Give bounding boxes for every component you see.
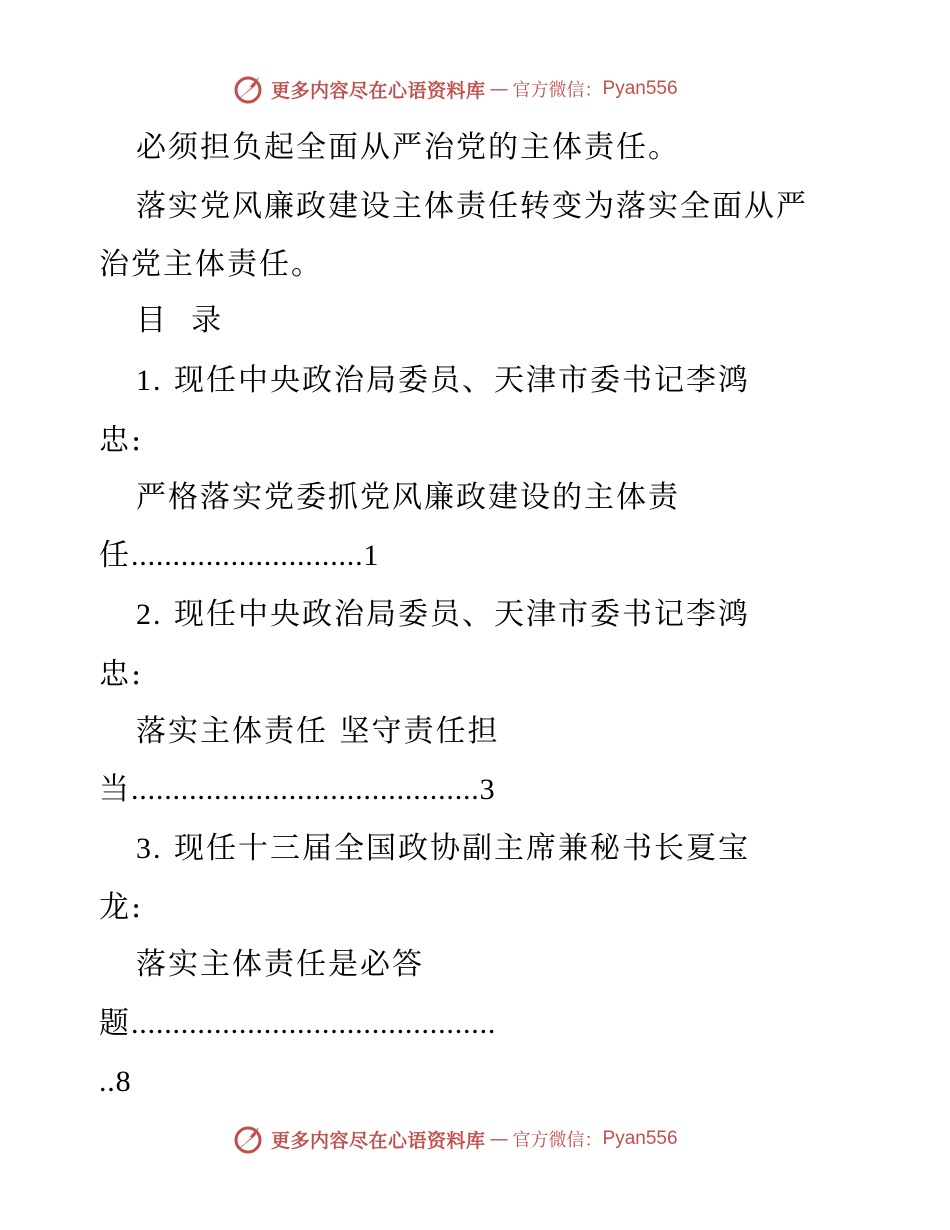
- watermark-account: Pyan556: [602, 78, 678, 99]
- toc-entry-2-title-line1: 落实主体责任 坚守责任担: [136, 714, 500, 749]
- watermark-separator: —: [489, 78, 509, 100]
- quill-logo-icon: [233, 73, 265, 105]
- toc-entry-3-page: 8: [115, 1065, 133, 1098]
- toc-entry-2-leader: ..........................................: [131, 773, 480, 806]
- paragraph-2-line-2: 治党主体责任。: [99, 247, 323, 282]
- toc-entry-1-page: 1: [363, 539, 381, 572]
- toc-entry-2-author-line2: 忠:: [99, 657, 144, 692]
- header-watermark: [233, 72, 678, 106]
- toc-entry-3-title-end: 题: [99, 1006, 131, 1041]
- toc-entry-3-leader: ............................................: [131, 1007, 497, 1040]
- toc-entry-2-author-line1: 现任中央政治局委员、天津市委书记李鸿: [174, 597, 751, 632]
- watermark-account: Pyan556: [602, 1128, 678, 1149]
- watermark-brand: 更多内容尽在心语资料库: [271, 1129, 486, 1152]
- toc-entry-1-author: [136, 363, 750, 399]
- toc-entry-1-title-end: 任: [99, 538, 131, 573]
- watermark-brand: 更多内容尽在心语资料库: [271, 79, 486, 102]
- toc-entry-3-number: 3.: [136, 832, 163, 865]
- toc-entry-2-title-line2[interactable]: [99, 772, 497, 808]
- toc-entry-2-number: 2.: [136, 598, 163, 631]
- toc-entry-3-title-line1: 落实主体责任是必答: [136, 947, 424, 982]
- toc-entry-2-page: 3: [479, 773, 497, 806]
- toc-entry-1-leader: ............................: [131, 539, 364, 572]
- toc-entry-3-page-line[interactable]: [99, 1064, 133, 1100]
- quill-logo-icon: [233, 1123, 265, 1155]
- toc-entry-2-title-end: 当: [99, 772, 131, 807]
- toc-entry-3-author: [136, 831, 750, 867]
- toc-heading: 目 录: [136, 303, 224, 338]
- toc-entry-1-title-line2[interactable]: [99, 538, 380, 574]
- toc-entry-1-author-line2: 忠:: [99, 423, 144, 458]
- footer-watermark: [233, 1122, 678, 1156]
- toc-entry-3-leader-cont: ..: [99, 1065, 116, 1098]
- toc-entry-3-author-line2: 龙:: [99, 890, 144, 925]
- watermark-separator: —: [489, 1128, 509, 1150]
- paragraph-1: 必须担负起全面从严治党的主体责任。: [136, 130, 680, 165]
- paragraph-2-line-1: 落实党风廉政建设主体责任转变为落实全面从严: [136, 189, 808, 224]
- watermark-label: 官方微信：: [512, 1130, 603, 1151]
- toc-entry-1-author-line1: 现任中央政治局委员、天津市委书记李鸿: [174, 363, 751, 398]
- toc-entry-1-number: 1.: [136, 364, 163, 397]
- toc-entry-2-author: [136, 597, 750, 633]
- watermark-label: 官方微信：: [512, 80, 603, 101]
- toc-entry-1-title-line1: 严格落实党委抓党风廉政建设的主体责: [136, 480, 680, 515]
- toc-entry-3-author-line1: 现任十三届全国政协副主席兼秘书长夏宝: [174, 831, 751, 866]
- toc-entry-3-title-line2[interactable]: [99, 1006, 496, 1042]
